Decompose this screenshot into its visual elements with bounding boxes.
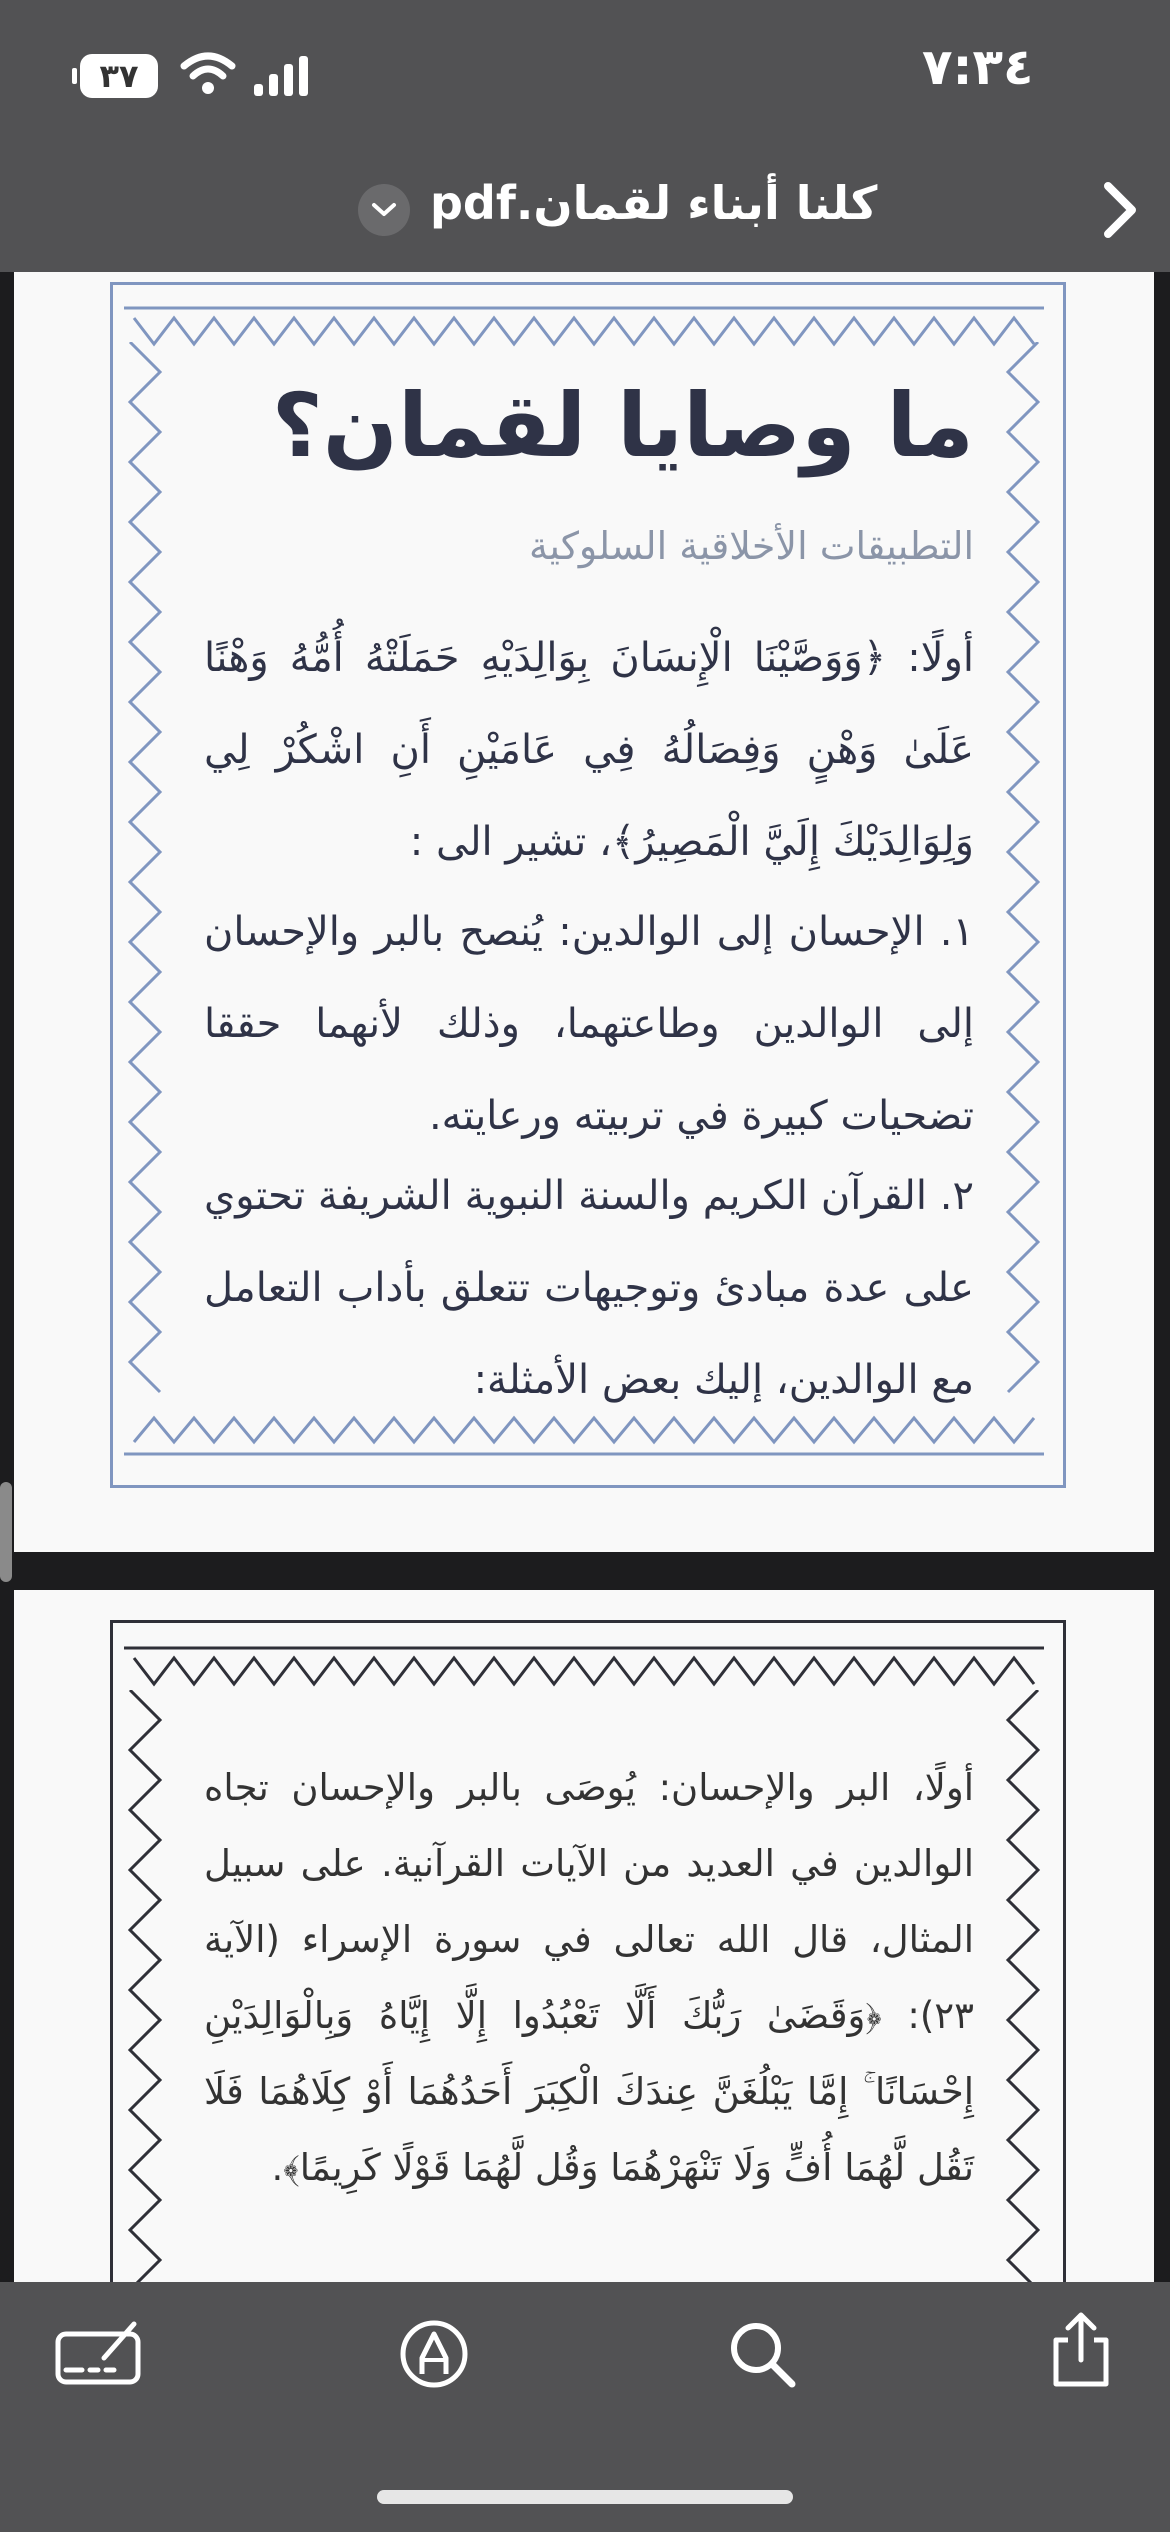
pdf-page-2 [14, 1590, 1154, 2282]
pdf-page-1 [14, 272, 1154, 1552]
paragraph-righteousness: أولًا، البر والإحسان: يُوصَى بالبر والإحسان تجاه الوالدين في العديد من الآيات القرآنية. على سبيل المثال، قال الله تعالى في سورة الإسراء (الآية ٢٣): ﴿وَقَضَىٰ رَبُّكَ أَلَّا تَعْبُدُوا إِلَّا إِيَّاهُ وَبِالْوَالِدَيْنِ إِحْسَانًا ۚ إِمَّا يَبْلُغَنَّ عِندَكَ الْكِبَرَ أَحَدُهُمَا أَوْ كِلَاهُمَا فَلَا تَقُل لَّهُمَا أُفٍّ وَلَا تَنْهَرْهُمَا وَقُل لَّهُمَا قَوْلًا كَرِيمًا﴾. [204, 1766, 974, 2189]
search-icon[interactable] [726, 2318, 798, 2390]
status-bar [0, 0, 1170, 140]
wifi-icon [180, 52, 236, 96]
signal-icon [254, 56, 308, 96]
border-pattern-left [120, 1690, 170, 2282]
pdf-viewer[interactable] [0, 272, 1170, 2282]
chevron-right-icon[interactable] [1100, 180, 1140, 240]
title-menu-button[interactable] [358, 184, 410, 236]
paragraph-point-1: ١. الإحسان إلى الوالدين: يُنصح بالبر والإحسان إلى الوالدين وطاعتهما، وذلك لأنهما حققا تضحيات كبيرة في تربيته ورعايته. [204, 909, 974, 1139]
border-pattern-top [124, 1634, 1044, 1690]
paragraph-point-2: ٢. القرآن الكريم والسنة النبوية الشريفة تحتوي على عدة مبادئ وتوجيهات تتعلق بأداب التعامل مع الوالدين، إليك بعض الأمثلة: [204, 1173, 974, 1403]
title-bar [0, 140, 1170, 272]
share-icon[interactable] [1046, 2310, 1116, 2390]
border-pattern-right [998, 1690, 1048, 2282]
page-subheading: التطبيقات الأخلاقية السلوكية [528, 524, 974, 568]
annotate-icon[interactable] [398, 2318, 470, 2390]
document-title[interactable]: كلنا أبناء لقمان.pdf [430, 176, 878, 230]
border-pattern-left [120, 342, 170, 1422]
home-indicator[interactable] [377, 2490, 793, 2504]
chevron-down-icon [371, 202, 397, 218]
markup-icon[interactable] [54, 2318, 144, 2388]
page-heading: ما وصايا لقمان؟ [271, 374, 974, 477]
border-pattern-right [998, 342, 1048, 1422]
border-pattern-top [124, 294, 1044, 350]
paragraph-verse: أولًا: ﴿وَوَصَّيْنَا الْإِنسَانَ بِوَالِدَيْهِ حَمَلَتْهُ أُمُّهُ وَهْنًا عَلَىٰ وَهْنٍ وَفِصَالُهُ فِي عَامَيْنِ أَنِ اشْكُرْ لِي وَلِوَالِدَيْكَ إِلَيَّ الْمَصِيرُ﴾، تشير الى : [204, 635, 974, 865]
battery-indicator: ٣٧ [80, 54, 158, 98]
scroll-indicator[interactable] [0, 1482, 12, 1582]
status-time: ٧:٣٤ [922, 38, 1034, 96]
